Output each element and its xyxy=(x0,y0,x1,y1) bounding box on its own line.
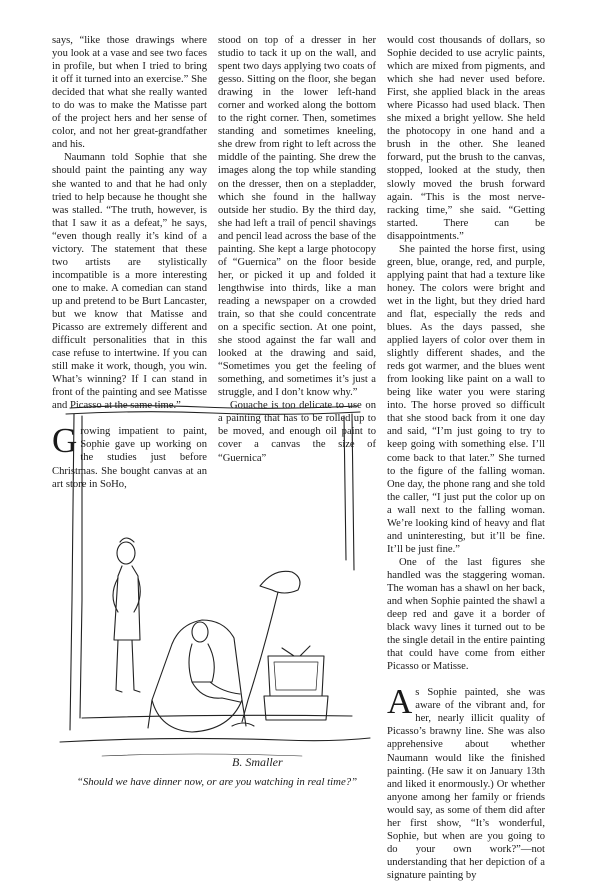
cartoon-illustration xyxy=(52,400,376,772)
paragraph: stood on top of a dresser in her studio to tack it up on the wall, and spent two days applying two coats of gesso. Sitting on the floor, she began drawing in the lower left-hand corner and worked along the bottom to the right corner. Then, sometimes standing and sometimes kneeling, she drew from right to left across the middle of the painting. She drew the images along the top while standing on the dresser, then on a stepladder, which she found in the hallway outside her studio. By the third day, she had left a trail of pencil shavings and pencil lead across the base of the painting. She kept a large photocopy of “Guernica” on the floor beside her, or picked it up and folded it lengthwise into thirds, like a man reading a newspaper on a crowded train, so that she could concentrate on a specific section. At one point, she stood against the far wall and looked at the drawing and said, “Sometimes you get the feeling of something, and sometimes it’s just a struggle, and I don’t know why.” xyxy=(218,35,376,399)
cartoon-caption: “Should we have dinner now, or are you watching in real time?” xyxy=(76,776,358,788)
section-text: rowing impatient to paint, Sophie gave up working on the studies just before Christmas. She bought canvas at an art store in SoHo, xyxy=(52,426,207,490)
drop-cap: A xyxy=(387,682,413,722)
paragraph: One of the last figures she handled was the staggering woman. The woman has a shawl on her back, and when Sophie painted the shawl a deep red and gave it a border of black wavy lines it turned out to be the single detail in the entire painting that could have come from either Picasso or Matisse. xyxy=(387,556,545,673)
drop-cap: G xyxy=(52,421,78,461)
section-start-paragraph xyxy=(387,682,545,882)
column-3 xyxy=(387,34,545,882)
cartoon-signature: B. Smaller xyxy=(232,755,283,769)
section-text: s Sophie painted, she was aware of the vibrant and, for her, nearly illicit quality of Picasso’s brawny line. She was also apprehensive about whether Naumann would like the finished painting. (He saw it on January 13th and liked it enormously.) Or whether anyone among her family or friends would say, as some of them did after her first show, “It’s wonderful, Sophie, but when are you going to do your own work?”—not understanding that her depiction of a signature painting by xyxy=(387,687,545,881)
paragraph: would cost thousands of dollars, so Sophie decided to use acrylic paints, which are mixed from pigments, and which she had never used before. First, she applied black in the areas where Picasso had used black. Then she mixed a bright yellow. She held the photocopy in one hand and a brush in the other. She leaned forward, put the brush to the canvas, stopped, looked at the study, then slowly moved the brush forward again. “This is the most nerve-racking time,” she said. “Getting started. There can be disappointments.” xyxy=(387,35,545,242)
paragraph: Gouache is too delicate to use on a painting that has to be rolled up to be moved, and enough oil paint to cover a canvas the size of “Guernica” xyxy=(218,400,376,464)
paragraph: Naumann told Sophie that she should paint the painting any way she wanted to and that he had only tried to help because he thought she was stalled. “The truth, however, is that I saw it as a defeat,” he says, “even though really it’s kind of a victory. The statement that these two artists are stylistically incompatible is a more interesting one to make. A comedian can stand up and pretend to be Burt Lancaster, but we know that Matisse and Picasso are extremely different and difficult personalities that in this case refuse to intertwine. If you can still make it work, though, you win. What’s winning? If I can stand in front of the painting and see Matisse and Picasso at the same time.” xyxy=(52,152,207,412)
paragraph: says, “like those drawings where you look at a vase and see two faces in profile, but when I tried to bring it off it turned into an exercise.” She decided that what she really wanted to do was to make the Matisse part of the project hers and her sense of color, and not her great-grandfather and his. xyxy=(52,35,207,151)
paragraph: She painted the horse first, using green, blue, orange, red, and purple, applying paint that had a texture like honey. The colors were bright and wet in the light, but they dried hard and flat, especially the reds and blues. As the days passed, she applied layers of color over them in slightly different shades, and the reds got warmer, and the blues went from looking like paint on a wall to being like water you were staring into. The horse proved so difficult that she stood back from it one day and said, “I’m just going to try to keep going with something else. I’ll come back to that later.” She turned to the figure of the falling woman. One day, the phone rang and she told the caller, “I just put the color up on a wall next to the falling woman. We’re looking kind of heavy and flat and uninteresting, but it’ll be fine. It’ll be just fine.” xyxy=(387,243,545,555)
